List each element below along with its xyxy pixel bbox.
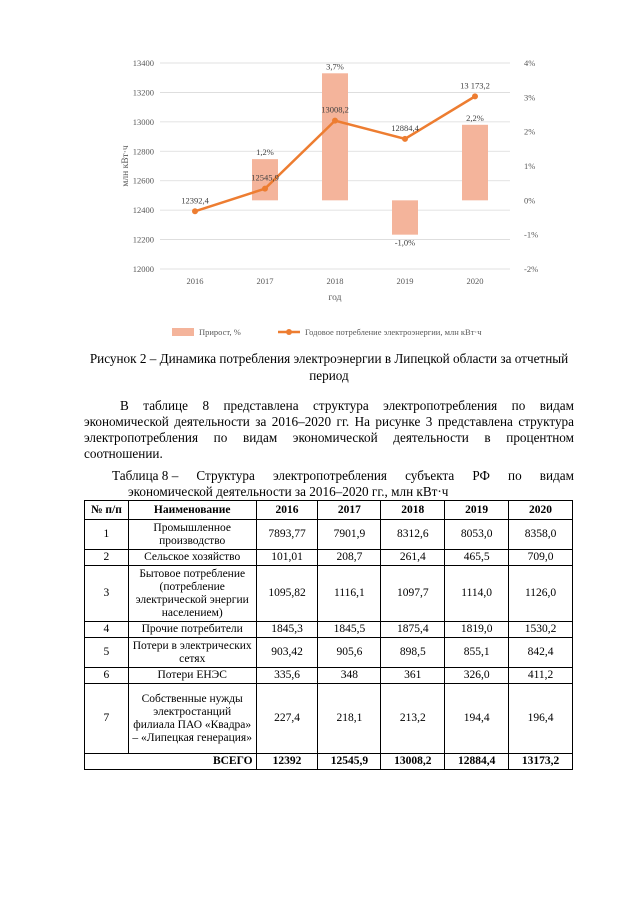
- value-cell: 1126,0: [509, 566, 573, 622]
- row-number-cell: 3: [85, 566, 129, 622]
- value-cell: 348: [318, 668, 381, 684]
- caption-word: субъекта: [405, 468, 455, 483]
- y-left-tick-label: 12400: [132, 205, 154, 216]
- table-caption-line2: экономической деятельности за 2016–2020 гг., млн кВт·ч: [128, 484, 449, 499]
- line-data-label: 13 173,2: [460, 80, 490, 91]
- header-cell: № п/п: [85, 501, 129, 520]
- line-data-label: 12545,9: [251, 172, 279, 183]
- y-right-tick-label: 4%: [524, 58, 536, 68]
- value-cell: 208,7: [318, 550, 381, 566]
- y-right-tick-label: 3%: [524, 92, 536, 103]
- consumption-chart: [100, 50, 540, 345]
- y-left-tick-label: 12600: [132, 175, 154, 186]
- row-name-cell: Собственные нужды электростанций филиала ПАО «Квадра» – «Липецкая генерация»: [128, 684, 256, 754]
- table-row: [85, 684, 573, 754]
- x-tick-label: 2020: [466, 276, 484, 286]
- y-right-tick-label: 0%: [524, 195, 536, 206]
- caption-word: электропотребления: [272, 468, 387, 483]
- legend-bar-swatch: [172, 328, 194, 336]
- header-cell: 2019: [445, 501, 509, 520]
- header-cell: 2018: [381, 501, 445, 520]
- y-left-tick-label: 12000: [132, 264, 154, 274]
- value-cell: 7893,77: [256, 520, 318, 550]
- y-left-tick-label: 13400: [132, 58, 154, 68]
- caption-word: РФ: [472, 468, 490, 483]
- x-axis-title: год: [328, 293, 342, 303]
- value-cell: 1530,2: [509, 622, 573, 638]
- row-number-cell: 1: [85, 520, 129, 550]
- line-point: [472, 93, 478, 99]
- value-cell: 1116,1: [318, 566, 381, 622]
- bar-growth: [392, 200, 418, 234]
- value-cell: 1095,82: [256, 566, 318, 622]
- table-row: [85, 566, 573, 622]
- header-cell: 2016: [256, 501, 318, 520]
- caption-word: Структура: [196, 468, 255, 483]
- row-number-cell: 4: [85, 622, 129, 638]
- total-cell: 12545,9: [318, 754, 381, 770]
- table-row: [85, 668, 573, 684]
- table-row: [85, 622, 573, 638]
- caption-word: по: [508, 468, 522, 483]
- value-cell: 261,4: [381, 550, 445, 566]
- x-tick-label: 2016: [186, 276, 204, 286]
- y-right-tick-label: -2%: [524, 264, 539, 274]
- row-name-cell: Сельское хозяйство: [128, 550, 256, 566]
- row-name-cell: Прочие потребители: [128, 622, 256, 638]
- bar-growth: [322, 73, 348, 200]
- legend-line-marker: [286, 329, 292, 335]
- header-cell: 2017: [318, 501, 381, 520]
- y-left-tick-label: 13000: [132, 116, 154, 127]
- body-paragraph: В таблице 8 представлена структура электропотребления по видам экономической деятельности за 2016–2020 гг. На рисунке 3 представлена структура электропотребления по видам экономической деятельности в процентном соотношении.: [84, 398, 574, 461]
- y-left-tick-label: 12200: [132, 234, 154, 245]
- bar-growth: [462, 125, 488, 201]
- row-name-cell: Промышленное производство: [128, 520, 256, 550]
- x-tick-label: 2019: [396, 276, 414, 286]
- value-cell: 218,1: [318, 684, 381, 754]
- consumption-table: [84, 500, 573, 770]
- value-cell: 1875,4: [381, 622, 445, 638]
- row-name-cell: Потери ЕНЭС: [128, 668, 256, 684]
- header-cell: 2020: [509, 501, 573, 520]
- value-cell: 1819,0: [445, 622, 509, 638]
- value-cell: 855,1: [445, 638, 509, 668]
- value-cell: 8312,6: [381, 520, 445, 550]
- value-cell: 361: [381, 668, 445, 684]
- value-cell: 7901,9: [318, 520, 381, 550]
- line-point: [332, 118, 338, 124]
- value-cell: 1097,7: [381, 566, 445, 622]
- line-data-label: 12392,4: [181, 195, 209, 206]
- value-cell: 194,4: [445, 684, 509, 754]
- header-cell: Наименование: [128, 501, 256, 520]
- bar-data-label: 2,2%: [466, 112, 484, 123]
- y-right-tick-label: -1%: [524, 229, 539, 240]
- value-cell: 465,5: [445, 550, 509, 566]
- y-right-tick-label: 1%: [524, 161, 536, 171]
- value-cell: 213,2: [381, 684, 445, 754]
- table-header-row: [85, 501, 573, 520]
- table-total-row: [85, 754, 573, 770]
- value-cell: 8053,0: [445, 520, 509, 550]
- line-point: [192, 208, 198, 214]
- value-cell: 903,42: [256, 638, 318, 668]
- total-cell: 13008,2: [381, 754, 445, 770]
- value-cell: 326,0: [445, 668, 509, 684]
- total-label: ВСЕГО: [85, 754, 257, 770]
- table-row: [85, 638, 573, 668]
- legend-line-label: Годовое потребление электроэнергии, млн кВт·ч: [305, 327, 482, 337]
- value-cell: 709,0: [509, 550, 573, 566]
- value-cell: 905,6: [318, 638, 381, 668]
- table-caption: [84, 468, 574, 500]
- value-cell: 898,5: [381, 638, 445, 668]
- row-number-cell: 5: [85, 638, 129, 668]
- figure-caption: Рисунок 2 – Динамика потребления электроэнергии в Липецкой области за отчетный период: [89, 351, 569, 383]
- bar-data-label: -1,0%: [394, 237, 416, 248]
- value-cell: 1845,3: [256, 622, 318, 638]
- caption-word: Таблица 8 –: [112, 468, 179, 483]
- y-left-tick-label: 13200: [132, 87, 154, 98]
- value-cell: 8358,0: [509, 520, 573, 550]
- value-cell: 411,2: [509, 668, 573, 684]
- bar-data-label: 3,7%: [326, 61, 344, 72]
- line-point: [402, 136, 408, 142]
- row-number-cell: 7: [85, 684, 129, 754]
- value-cell: 227,4: [256, 684, 318, 754]
- row-name-cell: Потери в электрических сетях: [128, 638, 256, 668]
- value-cell: 842,4: [509, 638, 573, 668]
- value-cell: 1845,5: [318, 622, 381, 638]
- value-cell: 196,4: [509, 684, 573, 754]
- x-tick-label: 2017: [256, 276, 274, 286]
- line-point: [262, 186, 268, 192]
- table-caption-line1: [84, 468, 574, 484]
- row-name-cell: Бытовое потребление (потребление электрической энергии населением): [128, 566, 256, 622]
- y-left-tick-label: 12800: [132, 146, 154, 157]
- row-number-cell: 6: [85, 668, 129, 684]
- total-cell: 13173,2: [509, 754, 573, 770]
- y-axis-title: млн кВт·ч: [121, 145, 131, 187]
- x-tick-label: 2018: [326, 276, 344, 286]
- line-data-label: 12884,4: [391, 122, 419, 133]
- total-cell: 12392: [256, 754, 318, 770]
- legend-bar-label: Прирост, %: [199, 327, 241, 337]
- value-cell: 101,01: [256, 550, 318, 566]
- value-cell: 1114,0: [445, 566, 509, 622]
- bar-data-label: 1,2%: [256, 147, 274, 158]
- caption-word: видам: [539, 468, 574, 483]
- table-row: [85, 520, 573, 550]
- row-number-cell: 2: [85, 550, 129, 566]
- table-row: [85, 550, 573, 566]
- y-right-tick-label: 2%: [524, 126, 536, 137]
- value-cell: 335,6: [256, 668, 318, 684]
- total-cell: 12884,4: [445, 754, 509, 770]
- line-data-label: 13008,2: [321, 104, 349, 115]
